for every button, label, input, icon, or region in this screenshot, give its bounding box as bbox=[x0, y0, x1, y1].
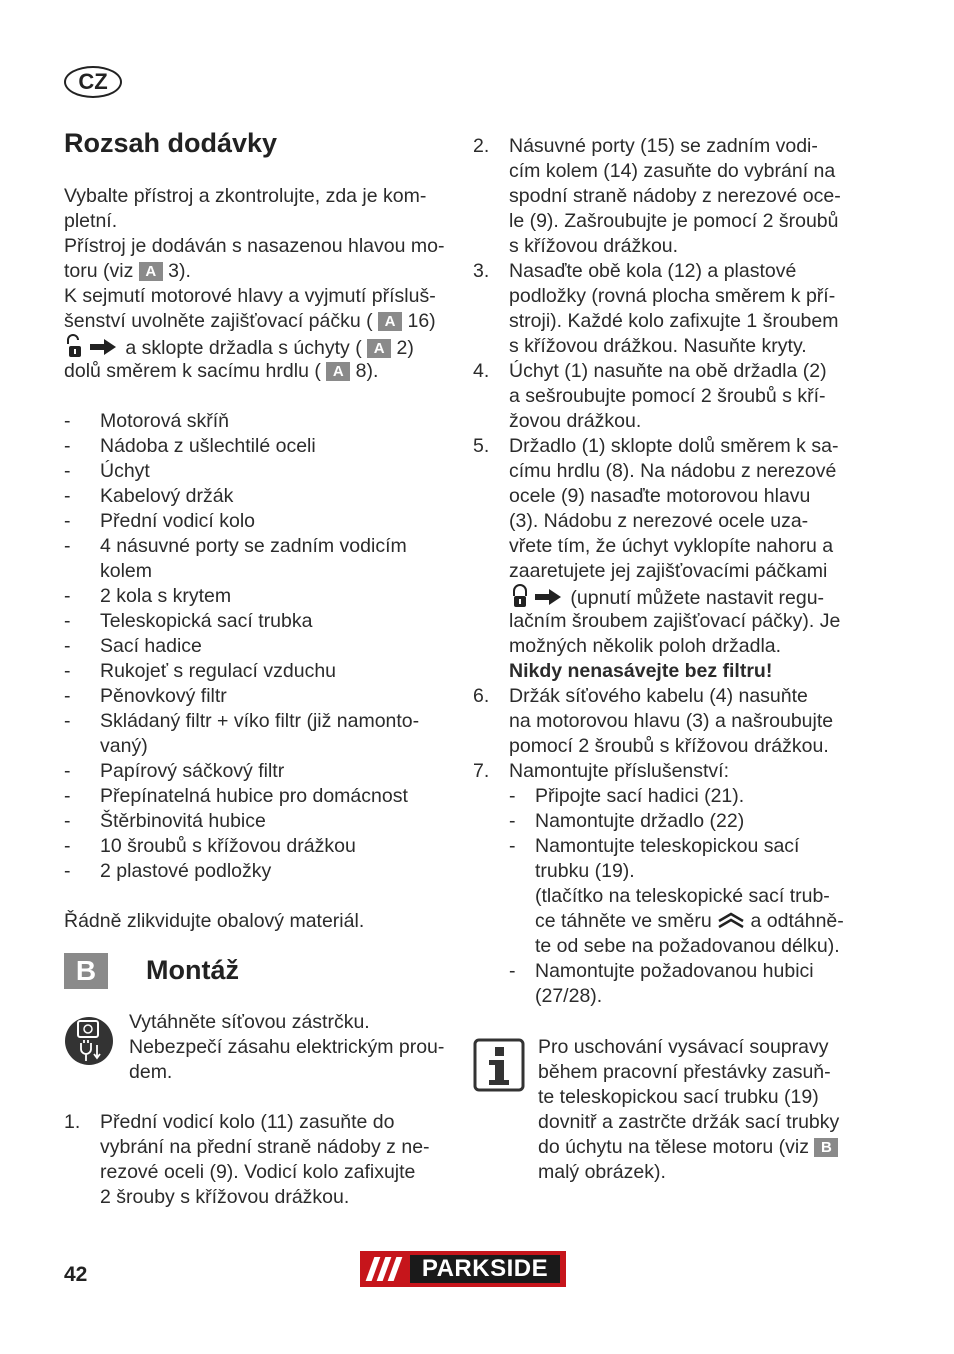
list-item-text: 4 násuvné porty se zadním vodicím kolem bbox=[100, 535, 407, 582]
warning-line: Vytáhněte síťovou zástrčku. bbox=[129, 1011, 370, 1033]
step-text: spodní straně nádoby z nerezové oce- bbox=[509, 185, 841, 207]
sub-step-text: Namontujte požadovanou hubici bbox=[535, 960, 814, 982]
info-text: dovnitř a zastrčte držák sací trubky bbox=[538, 1111, 840, 1133]
text: dolů směrem k sacímu hrdlu ( bbox=[64, 360, 327, 382]
scope-list-item bbox=[64, 784, 454, 809]
info-text: malý obrázek). bbox=[538, 1161, 666, 1183]
step-number: 2. bbox=[473, 135, 490, 157]
text: toru (viz bbox=[64, 260, 139, 282]
list-dash: - bbox=[64, 485, 71, 507]
scope-list-item bbox=[64, 534, 454, 584]
scope-list-item bbox=[64, 809, 454, 834]
figure-a-badge: A bbox=[378, 312, 402, 331]
sub-step-text: trubku (19). bbox=[535, 860, 635, 882]
step-number: 5. bbox=[473, 435, 490, 457]
step-text: podložky (rovná plocha směrem k pří- bbox=[509, 285, 836, 307]
sub-dash: - bbox=[509, 835, 516, 857]
step-text: žovou drážkou. bbox=[509, 410, 642, 432]
list-item-text: Teleskopická sací trubka bbox=[100, 610, 313, 632]
list-item-text: Rukojeť s regulací vzduchu bbox=[100, 660, 337, 682]
list-dash: - bbox=[64, 635, 71, 657]
list-dash: - bbox=[64, 835, 71, 857]
step-text: lačním šroubem zajišťovací páčky). Je bbox=[509, 610, 841, 632]
scope-list-item bbox=[64, 859, 454, 884]
section-title-scope: Rozsah dodávky bbox=[64, 128, 278, 158]
figure-a-badge: A bbox=[326, 362, 350, 381]
list-item-text: Sací hadice bbox=[100, 635, 202, 657]
step-text: ocele (9) nasaďte motorovou hlavu bbox=[509, 485, 811, 507]
step-text: Nasaďte obě kola (12) a plastové bbox=[509, 260, 797, 282]
sub-dash: - bbox=[509, 810, 516, 832]
lock-arrow-icon bbox=[509, 584, 565, 610]
text: a odtáhně- bbox=[745, 910, 844, 932]
list-item-text: Štěrbinovitá hubice bbox=[100, 810, 266, 832]
page-number: 42 bbox=[64, 1263, 88, 1286]
warning-line: Nebezpečí zásahu elektrickým prou- bbox=[129, 1036, 445, 1058]
language-badge: CZ bbox=[64, 66, 122, 98]
text: a sklopte držadla s úchyty ( bbox=[120, 337, 368, 359]
list-dash: - bbox=[64, 510, 71, 532]
step-text bbox=[509, 584, 824, 611]
unlock-arrow-icon bbox=[64, 334, 120, 360]
list-dash: - bbox=[64, 585, 71, 607]
scope-list-item bbox=[64, 609, 454, 634]
scope-list-item bbox=[64, 584, 454, 609]
intro-line: K sejmutí motorové hlavy a vyjmutí přísluš- bbox=[64, 285, 436, 307]
step-text: s křížovou drážkou. bbox=[509, 235, 679, 257]
info-text: během pracovní přestávky zasuň- bbox=[538, 1061, 831, 1083]
list-dash: - bbox=[64, 435, 71, 457]
list-item-text: 2 plastové podložky bbox=[100, 860, 272, 882]
intro-line bbox=[64, 334, 414, 361]
list-item-text: Motorová skříň bbox=[100, 410, 229, 432]
step-text: Držadlo (1) sklopte dolů směrem k sa- bbox=[509, 435, 839, 457]
scope-list bbox=[64, 409, 454, 884]
list-dash: - bbox=[64, 460, 71, 482]
list-item-text: Skládaný filtr + víko filtr (již namonto- vaný) bbox=[100, 710, 420, 757]
step-text: Držák síťového kabelu (4) nasuňte bbox=[509, 685, 808, 707]
sub-step-text: Namontujte držadlo (22) bbox=[535, 810, 745, 832]
step-text: s křížovou drážkou. Nasuňte kryty. bbox=[509, 335, 807, 357]
list-dash: - bbox=[64, 810, 71, 832]
list-item-text: Nádoba z ušlechtilé oceli bbox=[100, 435, 316, 457]
info-icon bbox=[473, 1038, 525, 1092]
sub-step-text: (27/28). bbox=[535, 985, 603, 1007]
step-text: pomocí 2 šroubů s křížovou drážkou. bbox=[509, 735, 829, 757]
step-text: stroji). Každé kolo zafixujte 1 šroubem bbox=[509, 310, 839, 332]
step-number: 4. bbox=[473, 360, 490, 382]
intro-line bbox=[64, 259, 191, 284]
step-number: 3. bbox=[473, 260, 490, 282]
list-dash: - bbox=[64, 710, 71, 732]
list-dash: - bbox=[64, 760, 71, 782]
intro-line: Přístroj je dodáván s nasazenou hlavou mo- bbox=[64, 235, 445, 257]
warning-line: dem. bbox=[129, 1061, 173, 1083]
text: 8). bbox=[350, 360, 379, 382]
step-text: rezové oceli (9). Vodicí kolo zafixujte bbox=[100, 1161, 416, 1183]
sub-step-text bbox=[535, 909, 844, 934]
step-text: a sešroubujte pomocí 2 šroubů s kří- bbox=[509, 385, 826, 407]
scope-list-item bbox=[64, 834, 454, 859]
scope-list-item bbox=[64, 484, 454, 509]
step-text: Násuvné porty (15) se zadním vodi- bbox=[509, 135, 818, 157]
step-text: na motorovou hlavu (3) a našroubujte bbox=[509, 710, 834, 732]
text: 2) bbox=[391, 337, 414, 359]
list-item-text: 2 kola s krytem bbox=[100, 585, 232, 607]
list-item-text: 10 šroubů s křížovou drážkou bbox=[100, 835, 356, 857]
info-text: te teleskopickou sací trubku (19) bbox=[538, 1086, 819, 1108]
step-text: le (9). Zašroubujte je pomocí 2 šroubů bbox=[509, 210, 839, 232]
sub-dash: - bbox=[509, 785, 516, 807]
sub-step-text: te od sebe na požadovanou délku). bbox=[535, 935, 840, 957]
step-text: Úchyt (1) nasuňte na obě držadla (2) bbox=[509, 360, 827, 382]
scope-list-item bbox=[64, 709, 454, 759]
scope-list-item bbox=[64, 634, 454, 659]
step-text: Přední vodicí kolo (11) zasuňte do bbox=[100, 1111, 395, 1133]
step-text: címu hrdlu (8). Na nádobu z nerezové bbox=[509, 460, 837, 482]
text: 16) bbox=[402, 310, 436, 332]
step-text: vybrání na přední straně nádoby z ne- bbox=[100, 1136, 430, 1158]
step-text: cím kolem (14) zasuňte do vybrání na bbox=[509, 160, 836, 182]
filter-warning: Nikdy nenasávejte bez filtru! bbox=[509, 660, 773, 682]
disposal-note: Řádně zlikvidujte obalový materiál. bbox=[64, 910, 365, 932]
list-item-text: Úchyt bbox=[100, 460, 150, 482]
list-dash: - bbox=[64, 785, 71, 807]
text: 3). bbox=[162, 260, 191, 282]
list-dash: - bbox=[64, 860, 71, 882]
info-text: Pro uschování vysávací soupravy bbox=[538, 1036, 829, 1058]
scope-list-item bbox=[64, 759, 454, 784]
intro-line bbox=[64, 309, 436, 334]
step-text: 2 šrouby s křížovou drážkou. bbox=[100, 1186, 350, 1208]
list-item-text: Přepínatelná hubice pro domácnost bbox=[100, 785, 408, 807]
intro-line: Vybalte přístroj a zkontrolujte, zda je kom- bbox=[64, 185, 427, 207]
step-text: (3). Nádobu z nerezové ocele uza- bbox=[509, 510, 809, 532]
step-number: 7. bbox=[473, 760, 490, 782]
scope-list-item bbox=[64, 684, 454, 709]
intro-line: pletní. bbox=[64, 210, 118, 232]
text: do úchytu na tělese motoru (viz bbox=[538, 1136, 815, 1158]
logo-text: PARKSIDE bbox=[410, 1255, 560, 1283]
text: (upnutí můžete nastavit regu- bbox=[565, 587, 825, 609]
list-dash: - bbox=[64, 660, 71, 682]
section-b-badge: B bbox=[64, 953, 108, 989]
sub-step-text: (tlačítko na teleskopické sací trub- bbox=[535, 885, 830, 907]
list-dash: - bbox=[64, 610, 71, 632]
list-item-text: Pěnovkový filtr bbox=[100, 685, 227, 707]
list-item-text: Přední vodicí kolo bbox=[100, 510, 256, 532]
intro-line bbox=[64, 359, 378, 384]
step-number: 6. bbox=[473, 685, 490, 707]
scope-list-item bbox=[64, 434, 454, 459]
step-number: 1. bbox=[64, 1111, 81, 1133]
step-text: vřete tím, že úchyt vyklopíte nahoru a bbox=[509, 535, 834, 557]
info-text bbox=[538, 1135, 838, 1160]
list-dash: - bbox=[64, 410, 71, 432]
section-title-assembly: Montáž bbox=[146, 955, 239, 985]
step-text: zaaretujete jej zajišťovacími páčkami bbox=[509, 560, 828, 582]
unplug-warning-icon bbox=[64, 1015, 114, 1067]
step-text: Namontujte příslušenství: bbox=[509, 760, 730, 782]
list-item-text: Papírový sáčkový filtr bbox=[100, 760, 285, 782]
double-chevron-up-icon bbox=[717, 911, 745, 929]
parkside-logo bbox=[360, 1251, 566, 1287]
scope-list-item bbox=[64, 409, 454, 434]
text: ce táhněte ve směru bbox=[535, 910, 718, 932]
figure-a-badge: A bbox=[139, 262, 163, 281]
figure-a-badge: A bbox=[367, 339, 391, 358]
list-item-text: Kabelový držák bbox=[100, 485, 234, 507]
sub-step-text: Namontujte teleskopickou sací bbox=[535, 835, 800, 857]
scope-list-item bbox=[64, 459, 454, 484]
scope-list-item bbox=[64, 509, 454, 534]
figure-b-badge: B bbox=[814, 1138, 838, 1157]
list-dash: - bbox=[64, 685, 71, 707]
sub-step-text: Připojte sací hadici (21). bbox=[535, 785, 745, 807]
sub-dash: - bbox=[509, 960, 516, 982]
text: šenství uvolněte zajišťovací páčku ( bbox=[64, 310, 379, 332]
list-dash: - bbox=[64, 535, 71, 557]
step-text: možných několik poloh držadla. bbox=[509, 635, 782, 657]
scope-list-item bbox=[64, 659, 454, 684]
